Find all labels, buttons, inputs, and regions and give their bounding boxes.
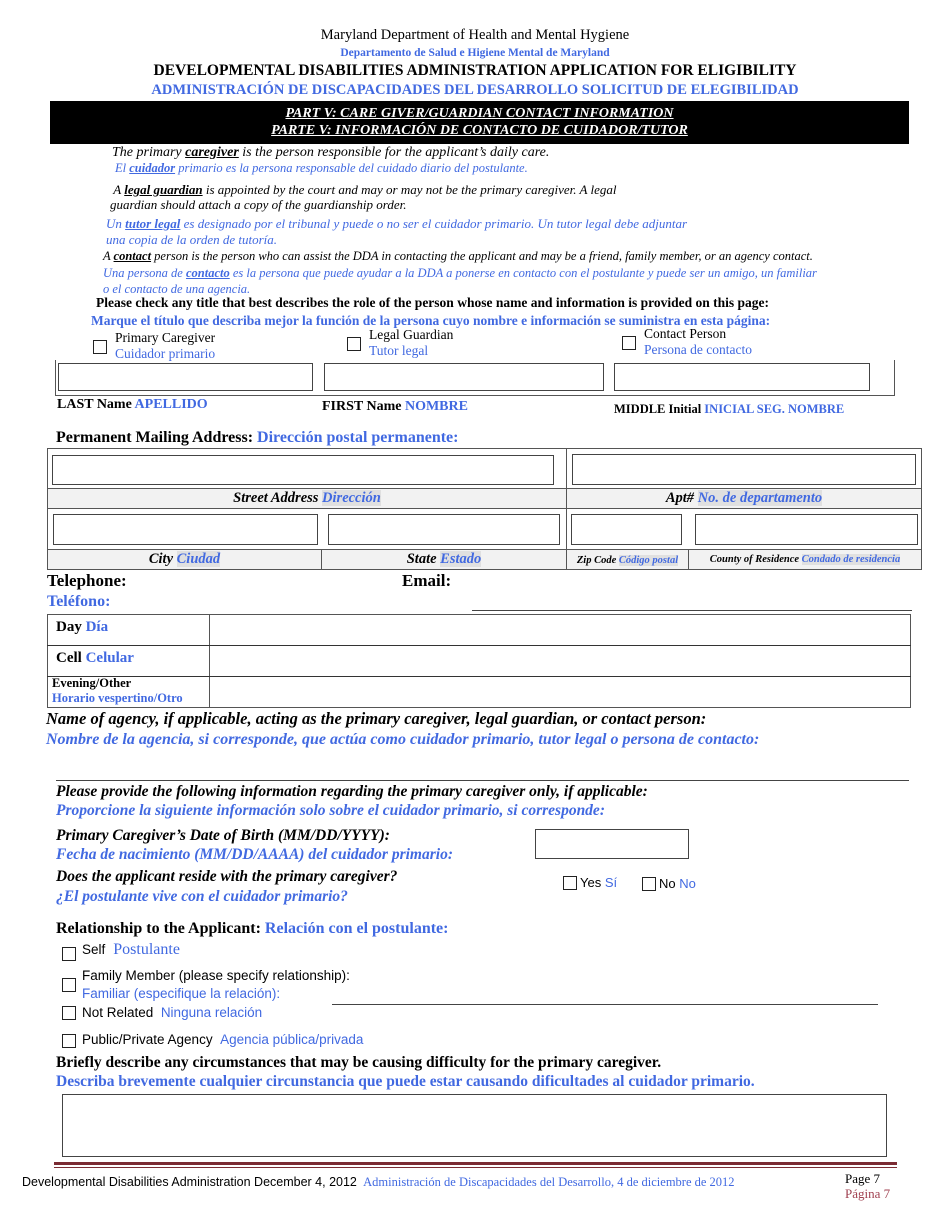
reside-question-es: ¿El postulante vive con el cuidador primario? — [56, 888, 348, 905]
reside-yes-label: Yes Sí — [580, 875, 618, 890]
footer-rule-thin — [54, 1167, 897, 1168]
circumstances-textarea[interactable] — [62, 1094, 887, 1157]
part-banner — [50, 101, 909, 144]
primary-caregiver-label: Primary Caregiver Cuidador primario — [115, 330, 216, 361]
cell-phone-label: Cell Celular — [56, 650, 134, 666]
telephone-label-es: Teléfono: — [47, 593, 111, 610]
header-dept-en: Maryland Department of Health and Mental Hygiene — [320, 27, 630, 43]
zip-code-input[interactable] — [571, 514, 682, 545]
street-address-input[interactable] — [52, 455, 554, 485]
cell-phone-input[interactable] — [212, 647, 908, 675]
circumstances-question-es: Describa brevemente cualquier circunstancia que puede estar causando dificultades al cuidador primario. — [56, 1073, 755, 1090]
header-title-es: ADMINISTRACIÓN DE DISCAPACIDADES DEL DESARROLLO SOLICITUD DE ELEGIBILIDAD — [151, 82, 799, 98]
first-name-label: FIRST Name NOMBRE — [322, 399, 468, 414]
role-instruction-en: Please check any title that best describes the role of the person whose name and information is provided on this page: — [96, 295, 769, 310]
footer-rule — [54, 1162, 897, 1165]
contact-person-label: Contact Person Persona de contacto — [644, 326, 752, 357]
day-phone-input[interactable] — [212, 616, 908, 644]
relationship-heading: Relationship to the Applicant: Relación con el postulante: — [56, 920, 449, 937]
last-name-label: LAST Name APELLIDO — [57, 397, 208, 412]
not-related-label: Not Related Ninguna relación — [82, 1005, 263, 1020]
middle-initial-label: MIDDLE Initial INICIAL SEG. NOMBRE — [614, 402, 845, 416]
phone-row-line — [47, 645, 911, 646]
address-heading: Permanent Mailing Address: Dirección postal permanente: — [56, 429, 459, 446]
reside-yes-checkbox[interactable] — [563, 876, 577, 890]
first-name-input[interactable] — [324, 363, 604, 391]
family-member-checkbox[interactable] — [62, 978, 76, 992]
agency-name-input[interactable] — [56, 758, 909, 781]
county-label: County of Residence Condado de residencia — [688, 549, 922, 570]
agency-checkbox[interactable] — [62, 1034, 76, 1048]
primary-caregiver-checkbox[interactable] — [93, 340, 107, 354]
banner-line-en: PART V: CARE GIVER/GUARDIAN CONTACT INFORMATION — [285, 106, 674, 121]
last-name-input[interactable] — [58, 363, 313, 391]
header-title-en: DEVELOPMENTAL DISABILITIES ADMINISTRATION APPLICATION FOR ELIGIBILITY — [153, 62, 797, 79]
email-label: Email: — [402, 571, 452, 590]
caregiver-definition-es: El cuidador primario es la persona responsable del cuidado diario del postulante. — [115, 161, 528, 175]
not-related-checkbox[interactable] — [62, 1006, 76, 1020]
legal-guardian-label: Legal Guardian Tutor legal — [369, 327, 454, 358]
apt-label: Apt# No. de departamento — [566, 488, 922, 509]
evening-phone-input[interactable] — [212, 678, 908, 706]
agency-label: Public/Private Agency Agencia pública/privada — [82, 1032, 364, 1047]
legal-guardian-checkbox[interactable] — [347, 337, 361, 351]
state-label: State Estado — [321, 549, 567, 570]
self-checkbox[interactable] — [62, 947, 76, 961]
city-label: City Ciudad — [47, 549, 322, 570]
reside-no-checkbox[interactable] — [642, 877, 656, 891]
county-input[interactable] — [695, 514, 918, 545]
middle-initial-input[interactable] — [614, 363, 870, 391]
footer-left: Developmental Disabilities Administration December 4, 2012 Administración de Discapacidades del Desarrollo, 4 de diciembre de 2012 — [22, 1175, 735, 1189]
contact-definition-es: Una persona de contacto es la persona que puede ayudar a la DDA a ponerse en contacto con el postulante y puede ser un amigo, un familiar o el contacto de una agencia. — [103, 266, 817, 296]
caregiver-definition: The primary caregiver is the person responsible for the applicant’s daily care. — [112, 145, 550, 160]
role-instruction-es: Marque el título que describa mejor la función de la persona cuyo nombre e información se suministra en esta página: — [91, 313, 771, 328]
family-relationship-input[interactable] — [332, 984, 878, 1005]
contact-person-checkbox[interactable] — [622, 336, 636, 350]
day-phone-label: Day Día — [56, 619, 109, 635]
reside-question-en: Does the applicant reside with the primary caregiver? — [56, 868, 398, 885]
reside-no-label: No No — [659, 876, 696, 891]
telephone-label: Telephone: — [47, 571, 127, 590]
email-input[interactable] — [472, 590, 912, 611]
self-label: Self Postulante — [82, 941, 180, 958]
header-dept-es: Departamento de Salud e Higiene Mental de Maryland — [340, 47, 610, 59]
guardian-definition-es: Un tutor legal es designado por el tribunal y puede o no ser el cuidador primario. Un tutor legal debe adjuntar una copia de la orden de tutoría. — [106, 216, 687, 247]
caregiver-info-intro-es: Proporcione la siguiente información solo sobre el cuidador primario, si corresponde: — [56, 802, 605, 819]
dob-label-es: Fecha de nacimiento (MM/DD/AAAA) del cuidador primario: — [56, 846, 453, 863]
guardian-definition: A legal guardian is appointed by the court and may or may not be the primary caregiver. A legal guardian should attach a copy of the guardianship order. — [110, 182, 617, 212]
dob-label-en: Primary Caregiver’s Date of Birth (MM/DD/YYYY): — [56, 827, 390, 844]
street-address-label: Street Address Dirección — [47, 488, 567, 509]
city-input[interactable] — [53, 514, 318, 545]
state-input[interactable] — [328, 514, 560, 545]
evening-phone-label: Evening/Other Horario vespertino/Otro — [52, 676, 183, 705]
circumstances-question-en: Briefly describe any circumstances that may be causing difficulty for the primary caregiver. — [56, 1054, 662, 1071]
contact-definition: A contact person is the person who can assist the DDA in contacting the applicant and may be a friend, family member, or an agency contact. — [103, 249, 813, 263]
caregiver-info-intro-en: Please provide the following information regarding the primary caregiver only, if applicable: — [56, 783, 648, 800]
zip-code-label: Zip Code Código postal — [566, 549, 689, 570]
footer-page: Page 7 Página 7 — [845, 1171, 891, 1201]
family-member-label: Family Member (please specify relationship): Familiar (especifique la relación): — [82, 968, 350, 1001]
banner-line-es: PARTE V: INFORMACIÓN DE CONTACTO DE CUIDADOR/TUTOR — [271, 123, 688, 138]
dob-input[interactable] — [535, 829, 689, 859]
agency-question-es: Nombre de la agencia, si corresponde, que actúa como cuidador primario, tutor legal o persona de contacto: — [46, 731, 760, 748]
apt-input[interactable] — [572, 454, 916, 485]
agency-question-en: Name of agency, if applicable, acting as the primary caregiver, legal guardian, or contact person: — [46, 709, 707, 728]
phone-table-divider — [209, 614, 210, 708]
